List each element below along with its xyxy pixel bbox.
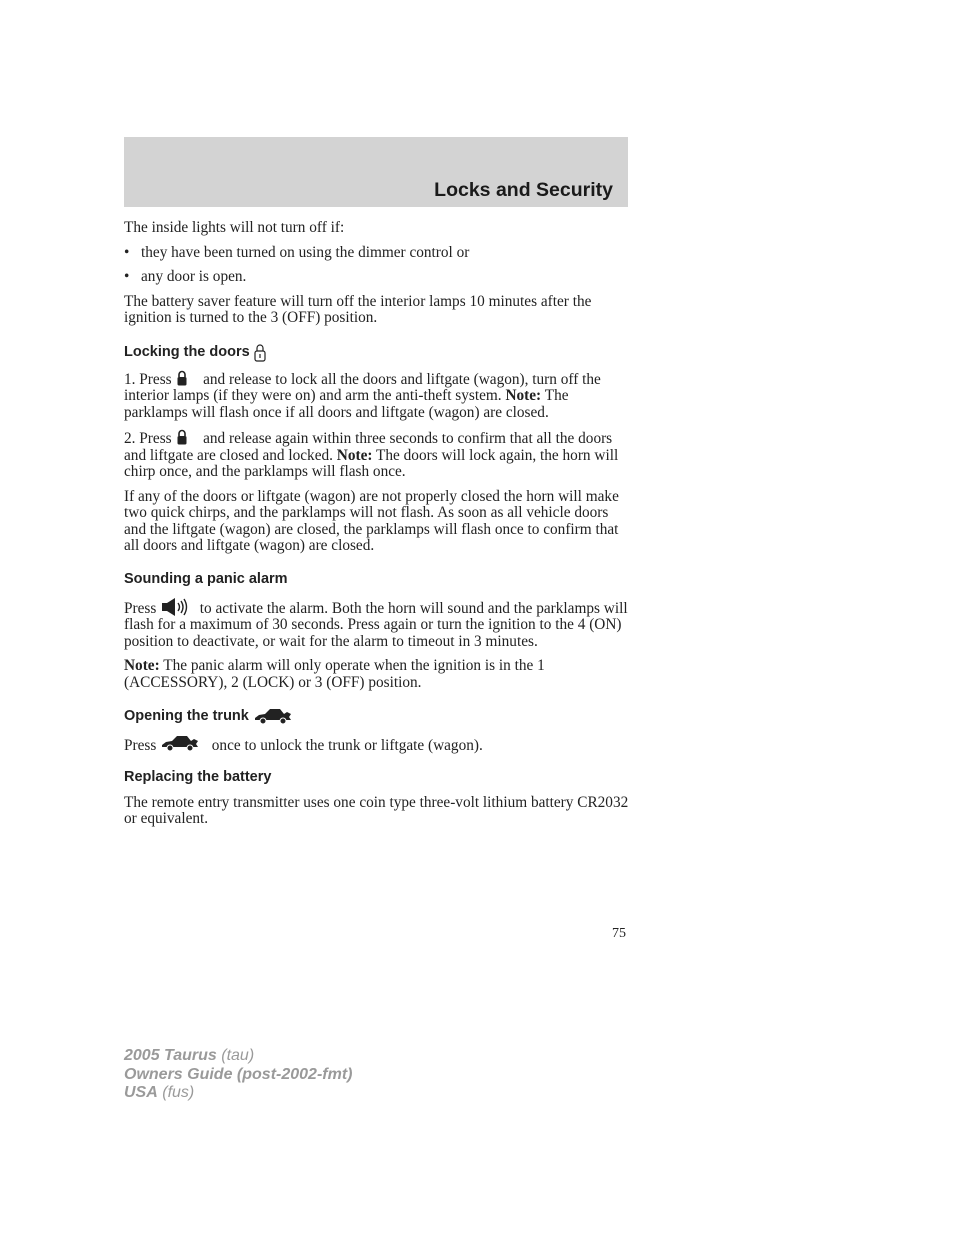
lock-icon: [175, 370, 189, 386]
footer-region-code: (fus): [162, 1084, 195, 1101]
battery-saver-paragraph: The battery saver feature will turn off the interior lamps 10 minutes after the ignition is turned to the 3 (OFF) position.: [124, 292, 592, 326]
trunk-prefix: Press: [124, 737, 157, 754]
note-label: Note:: [336, 446, 373, 464]
bullet-text: they have been turned on using the dimmer control or: [141, 243, 470, 261]
bullet-text: any door is open.: [141, 268, 247, 285]
section-title: Locks and Security: [434, 179, 613, 201]
horn-icon: [160, 597, 188, 617]
step-1-note: The parklamps will flash once if all doors and liftgate (wagon) are closed.: [124, 387, 569, 421]
list-item: [124, 269, 630, 286]
car-trunk-icon: [160, 733, 200, 753]
panic-note: The panic alarm will only operate when the ignition is in the 1 (ACCESSORY), 2 (LOCK) or 3 (OFF) position.: [124, 657, 545, 691]
battery-paragraph: The remote entry transmitter uses one coin type three-volt lithium battery CR2032 or equivalent.: [124, 793, 629, 827]
step-2-note: The doors will lock again, the horn will chirp once, and the parklamps will flash once.: [124, 446, 619, 480]
panic-prefix: Press: [124, 599, 157, 617]
footer-region: USA: [124, 1084, 158, 1101]
trunk-heading: Opening the trunk: [124, 707, 249, 724]
trunk-heading-row: [124, 705, 630, 727]
trunk-text: once to unlock the trunk or liftgate (wagon).: [211, 737, 483, 754]
step-2-prefix: 2. Press: [124, 430, 172, 447]
footer-guide: Owners Guide (post-2002-fmt): [124, 1065, 353, 1083]
bullet-dot: •: [124, 243, 130, 261]
panic-heading: Sounding a panic alarm: [124, 571, 288, 588]
intro-lead: The inside lights will not turn off if:: [124, 219, 345, 236]
step-1-prefix: 1. Press: [124, 370, 172, 388]
footer-line-2: [124, 1066, 352, 1085]
step-1-text: and release to lock all the doors and liftgate (wagon), turn off the interior lamps (if they were on) and arm the anti-theft system.: [124, 370, 601, 404]
footer-model: 2005 Taurus: [124, 1047, 217, 1064]
bullet-dot: •: [124, 268, 130, 285]
page-number: 75: [612, 926, 626, 941]
locking-heading-row: [124, 342, 630, 364]
step-2-text: and release again within three seconds to confirm that all the doors and liftgate are closed and locked.: [124, 430, 613, 464]
panic-heading-row: [124, 569, 630, 591]
list-item: [124, 245, 630, 262]
locking-step-2: [124, 429, 630, 481]
lock-icon: [175, 429, 189, 445]
trunk-paragraph: [124, 733, 630, 755]
footer-model-code: (tau): [221, 1047, 255, 1064]
section-header: [124, 137, 628, 207]
battery-heading: Replacing the battery: [124, 769, 272, 786]
note-label: Note:: [505, 387, 542, 404]
padlock-outline-icon: [254, 343, 266, 362]
panic-paragraph: [124, 597, 630, 651]
locking-heading: Locking the doors: [124, 344, 250, 361]
footer-line-3: [124, 1084, 352, 1103]
footer-line-1: [124, 1047, 352, 1066]
car-trunk-icon: [253, 706, 293, 726]
locking-closing-paragraph: If any of the doors or liftgate (wagon) are not properly closed the horn will make two quick chirps, and the parklamps will not flash. As soon as all vehicle doors and the liftgate (wagon) are closed, the parklamps will flash once to confirm that all doors and liftgate (wagon) are closed.: [124, 487, 619, 554]
page-content: [124, 220, 630, 836]
panic-note-paragraph: [124, 658, 630, 691]
panic-text: to activate the alarm. Both the horn will sound and the parklamps will flash for a maximum of 30 seconds. Press again or turn the ignition to the 4 (ON) position to deactivate, or wait for the alarm to timeout in 3 minutes.: [124, 599, 628, 650]
note-label: Note:: [124, 657, 160, 674]
battery-heading-row: [124, 767, 630, 789]
locking-step-1: [124, 370, 630, 422]
document-footer: [124, 1047, 352, 1103]
